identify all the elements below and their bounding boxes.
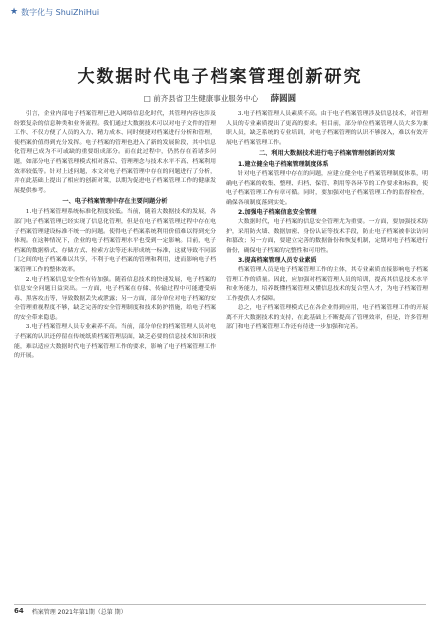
- body-paragraph: 3.电子档案管理人员专业素养不高。当前，部分单位的档案管理人员对电子档案的认识还停留在传统纸质档案管理层面，缺乏必要的信息技术知识和技能，难以适应大数据时代电子档案管理工作的要求，影响了电子档案管理工作的开展。: [14, 324, 216, 360]
- body-paragraph: 2.电子档案信息安全性有待加强。随着信息技术的快速发展，电子档案的信息安全问题日益突出。一方面，电子档案在存储、传输过程中可能遭受病毒、黑客攻击等，导致数据丢失或泄露；另一方面，部分单位对电子档案的安全管理重视程度不够，缺乏完善的安全管理制度和技术防护措施，给电子档案的安全带来隐患。: [14, 276, 216, 321]
- subsection-heading: 2.加强电子档案信息安全管理: [238, 209, 317, 217]
- star-icon: ★: [10, 6, 19, 17]
- subsection-heading: 1.建立健全电子档案管理制度体系: [238, 161, 329, 169]
- article-title: 大数据时代电子档案管理创新研究: [77, 67, 363, 87]
- journal-name: 数字化与 ShuiZhiHui: [21, 7, 100, 17]
- conclusion-paragraph: 总之，电子档案管理模式已在各企业得到应用，电子档案管理工作的开展离不开大数据技术的支持，在此基础上不断提高了管理效率，但是，许多管理部门和电子档案管理工作还有待进一步加强和完善。: [226, 305, 428, 331]
- author-line: [0, 92, 440, 104]
- right-column: [226, 110, 428, 598]
- page-number: 64: [14, 607, 24, 615]
- body-paragraph: 1.电子档案管理系统标准化程度较低。当前，随着大数据技术的发展，各部门电子档案管理已经实现了信息化管理，但是在电子档案管理过程中存在电子档案管理建设标准不统一的问题。使得电子档案系统利用价值难以得到充分体现。在这种情况下，企业的电子档案管理水平也受到一定影响。目前，电子档案的数据格式、存储方式、检索方法等还未形成统一标准，这就导致不同部门之间的电子档案难以共享，不利于电子档案的管理和利用，进而影响电子档案管理工作的整体效率。: [14, 209, 216, 273]
- section-heading-2: 二、利用大数据技术进行电子档案管理创新的对策: [258, 150, 396, 158]
- subsection-heading: 3.提高档案管理人员专业素质: [238, 257, 317, 265]
- left-column: [14, 110, 216, 598]
- body-paragraph: 针对电子档案管理中存在的问题，应建立健全电子档案管理制度体系，明确电子档案的收集、整理、归档、保管、利用等各环节的工作要求和标准，使电子档案管理工作有章可循。同时，要加强对电子档案管理工作的监督检查，确保各项制度落到实处。: [226, 170, 428, 206]
- intro-paragraph: 引言，企业内部电子档案管理已进入网络信息化时代，其管理内容也涉及纷繁复杂的信息种类和业务流程。我们通过大数据技术可以对电子文件的管理工作、不仅方便了人员的入力、精力成本、同时便捷对档案进行分析和管理，使档案价值得到充分发挥。电子档案的管理也进入了新的发展阶段，其中信息化管理已成为不可或缺的重要组成部分。而在此过程中，仍然存在着诸多问题，如部分电子档案管理模式相对落后、管理理念与技术水平不高、档案利用效率较低等。针对上述问题，本文对电子档案管理中存在的问题进行了分析，并在此基础上提出了相应的创新对策，以期为促进电子档案管理工作的健康发展提供参考。: [14, 111, 216, 194]
- journal-issue: 档案管理 2021年第1期（总第 期）: [31, 608, 127, 616]
- body-paragraph: 3.电子档案管理人员素质不高。由于电子档案管理涉及信息技术，对管理人员的专业素质提出了更高的要求。但目前，部分单位档案管理人员大多为兼职人员，缺乏系统的专业培训，对电子档案管理的认识不够深入，难以有效开展电子档案管理工作。: [226, 111, 428, 146]
- body-paragraph: 档案管理人员是电子档案管理工作的主体，其专业素质直接影响电子档案管理工作的质量。因此，应加强对档案管理人员的培训，提高其信息技术水平和业务能力，培养既懂档案管理又懂信息技术的复合型人才，为电子档案管理工作提供人才保障。: [226, 266, 428, 302]
- body-paragraph: 大数据时代，电子档案的信息安全管理尤为重要。一方面，要加强技术防护，采用防火墙、数据加密、身份认证等技术手段，防止电子档案被非法访问和篡改；另一方面，要建立完善的数据备份和恢复机制，定期对电子档案进行备份，确保电子档案的完整性和可用性。: [226, 218, 428, 254]
- page-footer: [14, 604, 426, 617]
- affiliation: □ 前齐县省卫生健康事业服务中心: [143, 94, 259, 103]
- author-name: 薛圆圆: [270, 94, 297, 104]
- journal-header: [10, 4, 99, 20]
- section-heading-1: 一、电子档案管理中存在主要问题分析: [62, 198, 168, 206]
